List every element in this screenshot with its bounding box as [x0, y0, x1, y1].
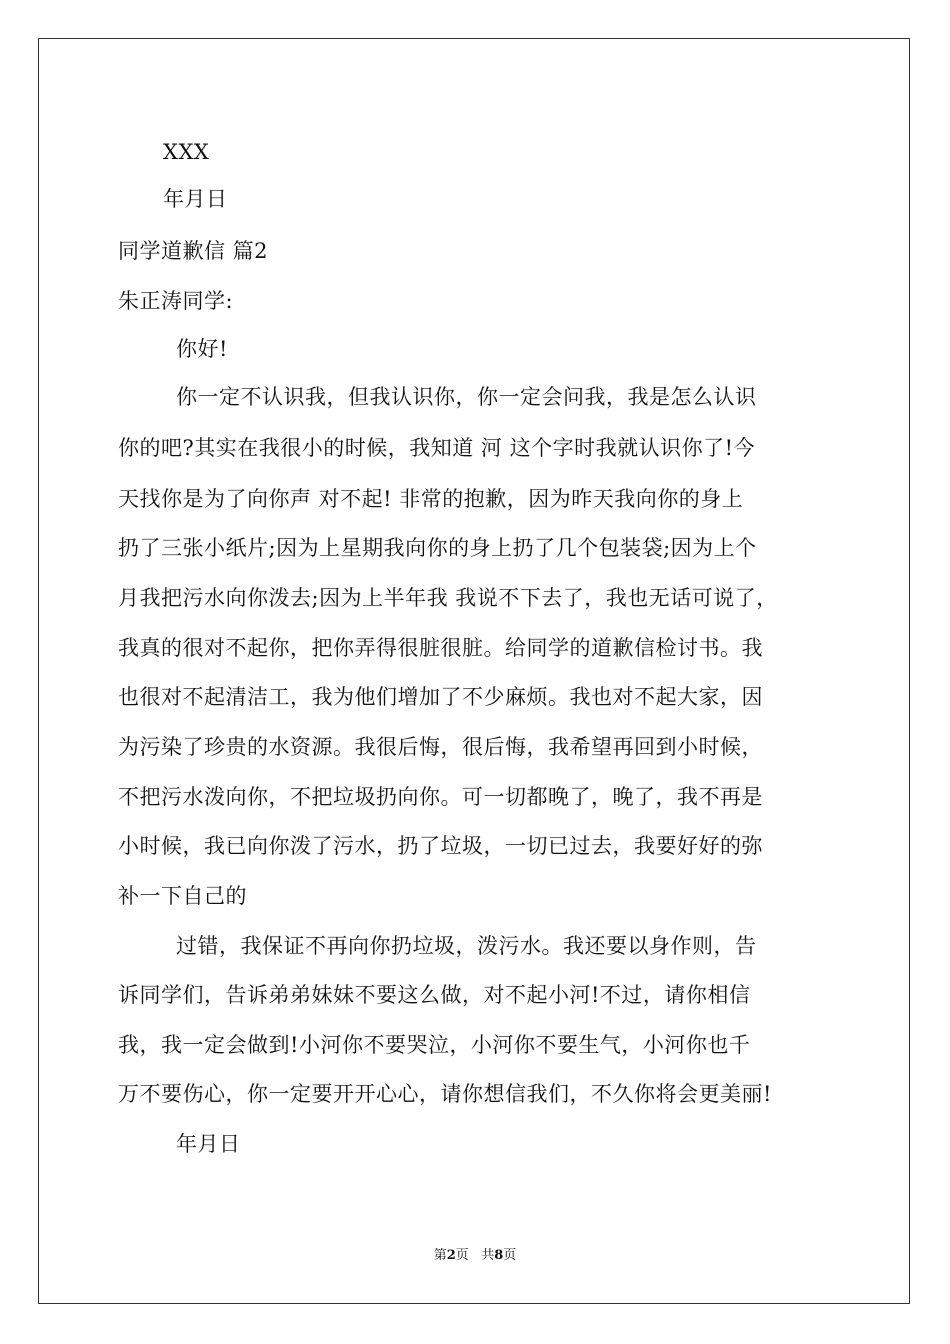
page-border [38, 38, 910, 1304]
letter-heading: 同学道歉信 篇2 [118, 239, 269, 263]
signature: XXX [163, 140, 210, 164]
paragraph-line: 你的吧?其实在我很小的时候，我知道 河 这个字时我就认识你了!今 [118, 436, 756, 460]
page-suffix: 页 [455, 1248, 469, 1263]
page-number: 2 [446, 1248, 456, 1263]
paragraph-line: 为污染了珍贵的水资源。我很后悔，很后悔，我希望再回到小时候， [118, 735, 763, 759]
paragraph-line: 不把污水泼向你，不把垃圾扔向你。可一切都晚了，晚了，我不再是 [118, 785, 763, 809]
paragraph-line: 补一下自己的 [118, 884, 247, 908]
paragraph-line: 月我把污水向你泼去;因为上半年我 我说不下去了，我也无话可说了， [118, 586, 778, 610]
paragraph-line: 我真的很对不起你，把你弄得很脏很脏。给同学的道歉信检讨书。我 [118, 636, 763, 660]
paragraph-line: 我，我一定会做到!小河你不要哭泣，小河你不要生气，小河你也千 [118, 1033, 751, 1057]
total-pages: 8 [494, 1248, 504, 1263]
paragraph-line: 你一定不认识我，但我认识你，你一定会问我，我是怎么认识 [176, 385, 757, 409]
date-bottom: 年月日 [176, 1132, 241, 1156]
paragraph-line: 诉同学们，告诉弟弟妹妹不要这么做，对不起小河!不过，请你相信 [118, 983, 751, 1007]
paragraph-line: 过错，我保证不再向你扔垃圾，泼污水。我还要以身作则，告 [176, 934, 757, 958]
greeting: 你好! [176, 337, 228, 361]
paragraph-line: 天找你是为了向你声 对不起! 非常的抱歉，因为昨天我向你的身上 [118, 487, 744, 511]
page-footer [0, 1246, 950, 1266]
salutation: 朱正涛同学: [118, 289, 234, 313]
total-suffix: 页 [503, 1248, 517, 1263]
date-top: 年月日 [163, 187, 228, 211]
total-prefix: 共 [481, 1248, 495, 1263]
paragraph-line: 万不要伤心，你一定要开开心心，请你想信我们，不久你将会更美丽! [118, 1082, 772, 1106]
paragraph-line: 扔了三张小纸片;因为上星期我向你的身上扔了几个包装袋;因为上个 [118, 536, 757, 560]
paragraph-line: 小时候，我已向你泼了污水，扔了垃圾，一切已过去，我要好好的弥 [118, 834, 763, 858]
paragraph-line: 也很对不起清洁工，我为他们增加了不少麻烦。我也对不起大家，因 [118, 685, 763, 709]
page-prefix: 第 [433, 1248, 447, 1263]
